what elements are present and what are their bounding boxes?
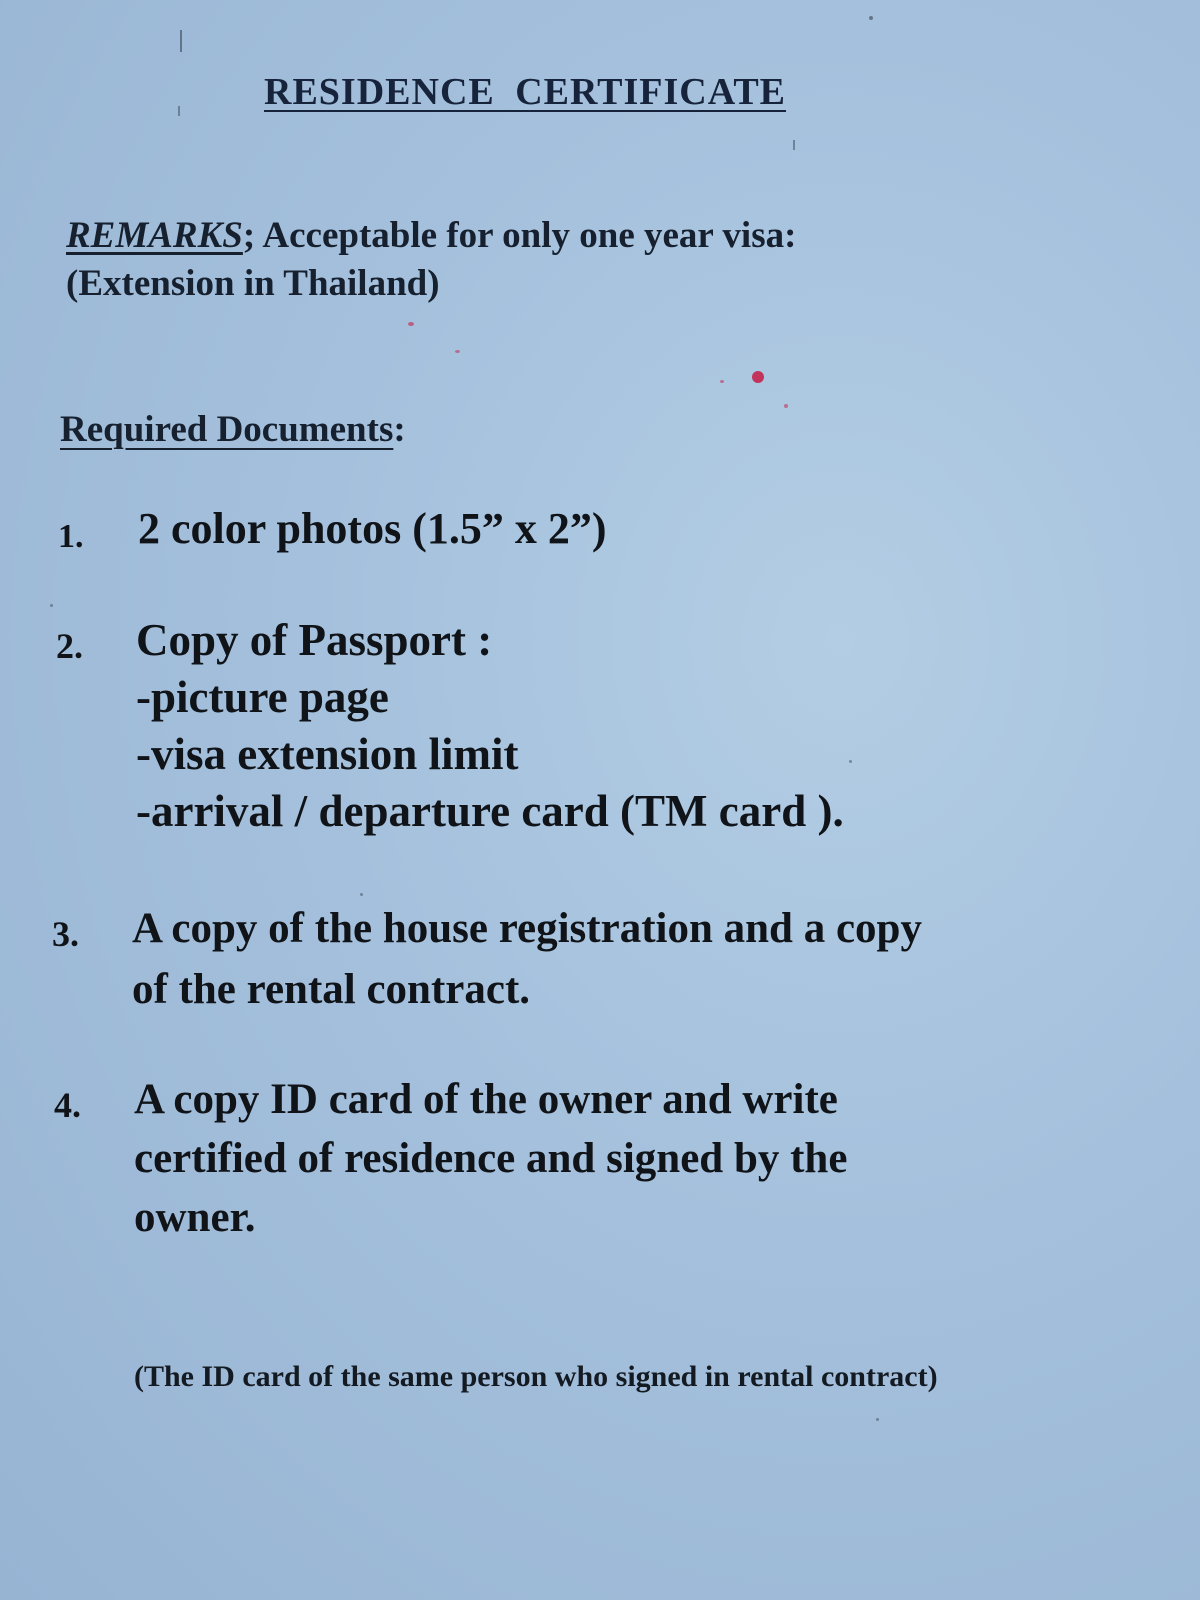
paper-mark — [869, 16, 873, 20]
required-documents-colon: : — [393, 409, 406, 450]
item-number: 4. — [54, 1085, 81, 1125]
remarks-block — [66, 212, 796, 308]
remarks-label: REMARKS — [66, 215, 243, 256]
remarks-text-line2: (Extension in Thailand) — [66, 263, 440, 304]
required-documents-heading — [60, 408, 406, 451]
paper-mark — [178, 106, 180, 116]
item-line: owner. — [134, 1194, 256, 1241]
item-number: 3. — [52, 914, 79, 954]
remarks-text-line1: ; Acceptable for only one year visa: — [242, 215, 797, 256]
document-title: RESIDENCE CERTIFICATE — [264, 71, 787, 113]
paper-mark — [180, 30, 182, 52]
paper-mark — [793, 140, 795, 150]
item-line: -visa extension limit — [136, 729, 519, 779]
item-line: A copy ID card of the owner and write — [134, 1076, 838, 1123]
item-body — [138, 502, 607, 556]
item-number: 1. — [58, 518, 84, 555]
paper-mark — [876, 1418, 879, 1421]
item-line: -picture page — [136, 672, 389, 722]
item-line: certified of residence and signed by the — [134, 1135, 848, 1182]
item-line: Copy of Passport : — [136, 615, 493, 665]
item-line: -arrival / departure card (TM card ). — [136, 786, 844, 836]
paper-mark — [849, 760, 852, 763]
item-body — [134, 1070, 847, 1247]
required-documents-label: Required Documents — [60, 409, 394, 450]
red-ink-speck — [784, 404, 788, 408]
item-body — [132, 898, 922, 1020]
item-number: 2. — [56, 626, 83, 666]
item-body — [136, 612, 844, 840]
red-ink-speck — [752, 371, 764, 383]
item-line: of the rental contract. — [132, 966, 531, 1013]
paper-mark — [50, 604, 53, 607]
item-line: 2 color photos (1.5” x 2”) — [138, 504, 607, 553]
red-ink-speck — [455, 350, 460, 353]
red-ink-speck — [720, 380, 724, 383]
item-line: A copy of the house registration and a copy — [132, 905, 922, 952]
red-ink-speck — [408, 322, 414, 326]
footnote: (The ID card of the same person who signed in rental contract) — [134, 1360, 938, 1393]
paper-mark — [360, 893, 363, 896]
